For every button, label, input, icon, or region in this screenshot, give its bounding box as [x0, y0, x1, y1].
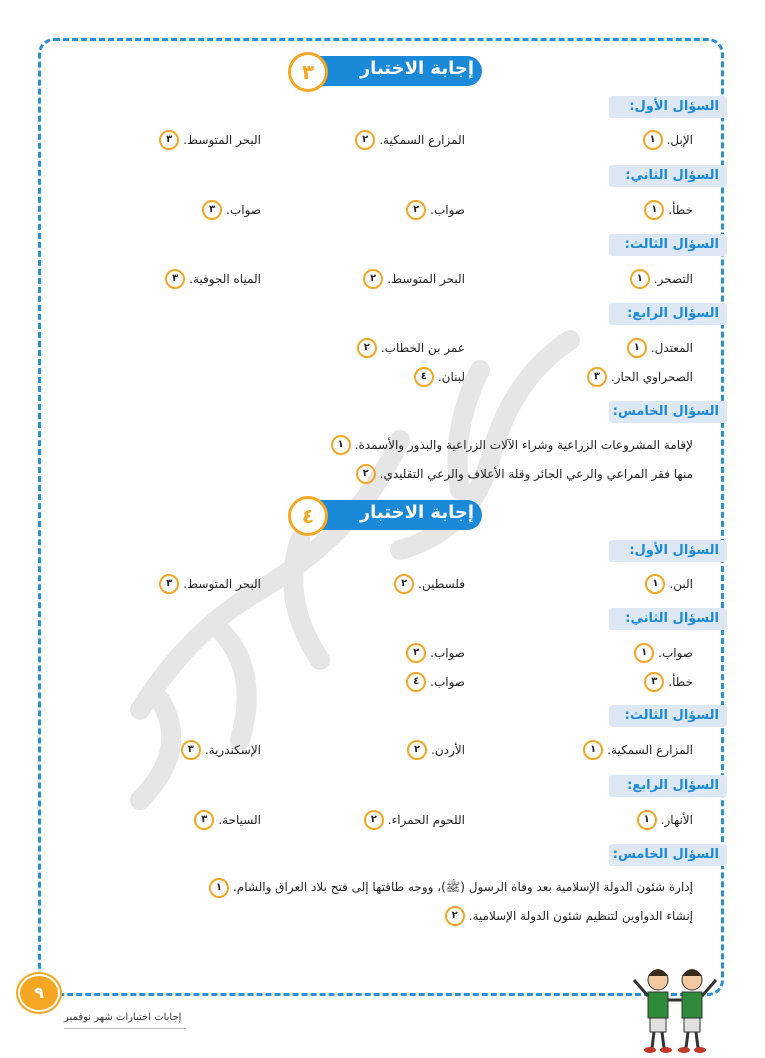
t3-q2-label: السؤال الثاني:: [609, 165, 727, 187]
footer-title: إجابات اختبارات شهر نوفمبر: [64, 1012, 182, 1023]
t3-q3-a3: ٣ المياه الجوفية.: [165, 269, 261, 289]
t4-q5-a1: ١ إدارة شئون الدولة الإسلامية بعد وفاة الرسول (ﷺ)، ووجه طاقتها إلى فتح بلاد العراق والشام.: [209, 878, 693, 898]
t4-q2-label: السؤال الثاني:: [609, 608, 727, 630]
t3-q4-a4: ٤ لبنان.: [414, 367, 465, 387]
t3-q1-label: السؤال الأول:: [609, 96, 727, 118]
page-number-badge: ٩: [18, 974, 60, 1012]
test4-title: إجابة الاختبار: [359, 502, 474, 523]
t3-q4-a2: ٢ عمر بن الخطاب.: [357, 338, 465, 358]
t4-q5-label: السؤال الخامس:: [609, 844, 727, 866]
test3-title: إجابة الاختبار: [359, 58, 474, 79]
t3-q3-label: السؤال الثالث:: [609, 234, 727, 256]
t4-q4-a2: ٢ اللحوم الحمراء.: [364, 810, 465, 830]
t4-q3-a3: ٣ الإسكندرية.: [181, 740, 261, 760]
test3-banner: [288, 52, 488, 90]
t3-q5-label: السؤال الخامس:: [609, 401, 727, 423]
students-illustration: [630, 962, 720, 1054]
t3-q1-a1: ١ الإبل.: [643, 130, 693, 150]
t3-q4-label: السؤال الرابع:: [609, 303, 727, 325]
t3-q2-a2: ٢ صواب.: [406, 200, 465, 220]
t4-q1-label: السؤال الأول:: [609, 540, 727, 562]
t4-q4-a1: ١ الأنهار.: [637, 810, 693, 830]
t3-q5-a1: ١ لإقامة المشروعات الزراعية وشراء الآلات الزراعية والبذور والأسمدة.: [331, 435, 693, 455]
t4-q4-a3: ٣ السياحة.: [194, 810, 261, 830]
t3-q1-a3: ٣ البحر المتوسط.: [159, 130, 261, 150]
t4-q1-a1: ١ البن.: [645, 574, 693, 594]
t4-q4-label: السؤال الرابع:: [609, 775, 727, 797]
test4-number-badge: ٤: [288, 496, 328, 536]
t3-q4-a1: ١ المعتدل.: [627, 338, 693, 358]
t4-q2-a4: ٤ صواب.: [406, 672, 465, 692]
t4-q1-a2: ٢ فلسطين.: [394, 574, 465, 594]
t4-q5-a2: ٢ إنشاء الدواوين لتنظيم شئون الدولة الإسلامية.: [445, 906, 693, 926]
t4-q3-a1: ١ المزارع السمكية.: [583, 740, 693, 760]
t4-q3-a2: ٢ الأردن.: [407, 740, 465, 760]
test4-banner: [288, 496, 488, 534]
t4-q2-a3: ٣ خطأ.: [644, 672, 693, 692]
t3-q5-a2: ٢ منها فقر المراعي والرعي الجائر وقلة الأعلاف والرعي التقليدي.: [356, 464, 693, 484]
t4-q1-a3: ٣ البحر المتوسط.: [159, 574, 261, 594]
t3-q2-a3: ٣ صواب.: [202, 200, 261, 220]
t4-q3-label: السؤال الثالث:: [609, 705, 727, 727]
t4-q2-a1: ١ صواب.: [634, 643, 693, 663]
t3-q1-a2: ٢ المزارع السمكية.: [355, 130, 465, 150]
t3-q3-a1: ١ التصحر.: [630, 269, 693, 289]
test3-number-badge: ٣: [288, 52, 328, 92]
t3-q2-a1: ١ خطأ.: [644, 200, 693, 220]
t3-q3-a2: ٢ البحر المتوسط.: [363, 269, 465, 289]
t4-q2-a2: ٢ صواب.: [406, 643, 465, 663]
footer-divider: [64, 1028, 186, 1029]
t3-q4-a3: ٣ الصحراوي الحار.: [587, 367, 693, 387]
